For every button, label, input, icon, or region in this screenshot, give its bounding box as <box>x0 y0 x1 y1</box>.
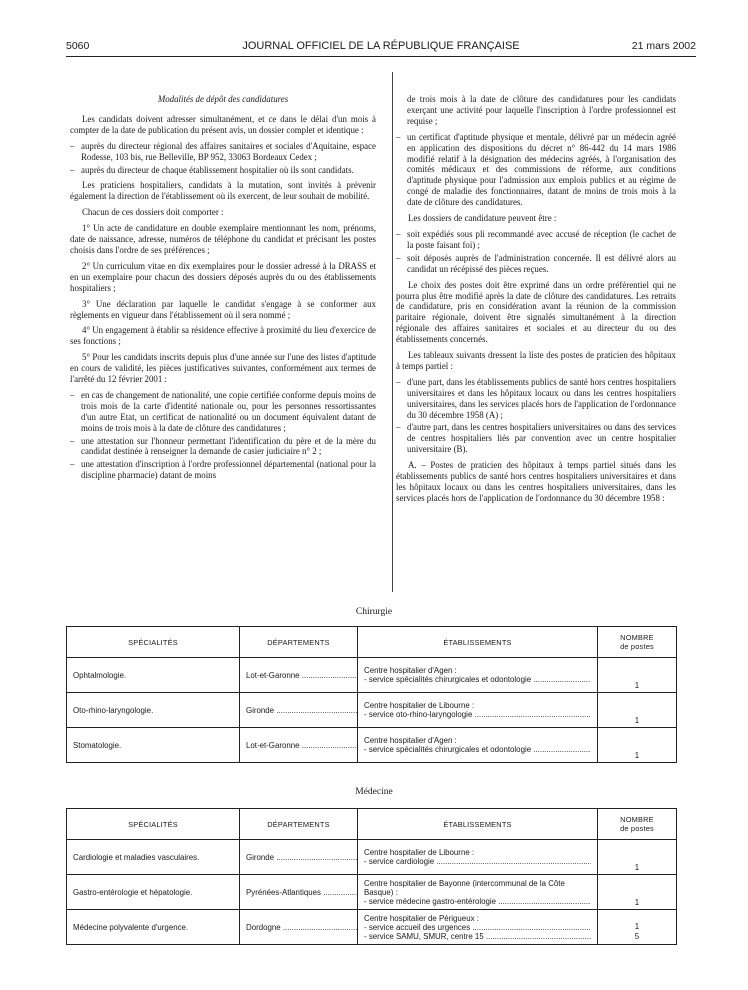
specialite-cell: Gastro-entérologie et hépatologie. <box>67 875 240 910</box>
etablissement-cell: Centre hospitalier d'Agen : - service spécialités chirurgicales et odontologie ..... <box>358 658 598 693</box>
specialite-cell: Oto-rhino-laryngologie. <box>67 693 240 728</box>
paragraph: Les praticiens hospitaliers, candidats à la mutation, sont invités à prévenir également la direction de l'établissement où ils exercent, de leur souhait de mobilité. <box>70 180 376 202</box>
departement-cell: Gironde ..... <box>240 840 358 875</box>
list-item: – soit expédiés sous pli recommandé avec accusé de réception (le cachet de la poste faisant foi) ; <box>396 229 676 251</box>
column-header: ÉTABLISSEMENTS <box>358 809 598 840</box>
column-header: ÉTABLISSEMENTS <box>358 627 598 658</box>
column-header: DÉPARTEMENTS <box>240 627 358 658</box>
chirurgie-table <box>66 626 677 763</box>
nombre-cell: 1 <box>598 658 677 693</box>
header-rule <box>66 56 696 57</box>
paragraph: de trois mois à la date de clôture des candidatures pour les candidats exerçant une activité pour laquelle l'inscription à l'ordre professionnel est requise ; <box>407 94 676 126</box>
column-header: NOMBRE de postes <box>598 809 677 840</box>
list-item: – auprès du directeur de chaque établissement hospitalier où ils sont candidats. <box>70 165 376 176</box>
etablissement-cell: Centre hospitalier d'Agen : - service spécialités chirurgicales et odontologie ..... <box>358 728 598 763</box>
table-row <box>67 875 677 910</box>
medecine-table <box>66 808 677 945</box>
list-item: – une attestation d'inscription à l'ordre professionnel départemental (national pour la discipline pharmacie) datant de moins <box>70 459 376 481</box>
nombre-cell: 1 <box>598 875 677 910</box>
paragraph: A. – Postes de praticien des hôpitaux à temps partiel situés dans les établissements publics de santé hors centres hospitaliers universitaires et dans les hôpitaux locaux ou dans les centres hospitaliers universitaires, dans les services placés hors de l'application de l'ordonnance du 30 décembre 1958 : <box>396 460 676 503</box>
table-heading-chirurgie: Chirurgie <box>355 607 393 617</box>
column-header: SPÉCIALITÉS <box>67 809 240 840</box>
paragraph: 4° Un engagement à établir sa résidence effective à proximité du lieu d'exercice de ses fonctions ; <box>70 325 376 347</box>
etablissement-cell: Centre hospitalier de Périgueux : - service accueil des urgences ..... - service SAMU, SMUR, centre 15 ..... <box>358 910 598 945</box>
page-header <box>66 40 696 56</box>
addressee-list <box>70 141 376 176</box>
specialite-cell: Médecine polyvalente d'urgence. <box>67 910 240 945</box>
paragraph: 1° Un acte de candidature en double exemplaire mentionnant les nom, prénoms, date de naissance, adresse, numéros de téléphone du candidat et précisant les postes choisis dans l'ordre de ses préférences ; <box>70 223 376 255</box>
table-row <box>67 840 677 875</box>
table-header-row <box>67 627 677 658</box>
list-item: – un certificat d'aptitude physique et mentale, délivré par un médecin agréé en application des dispositions du décret n° 86-442 du 14 mars 1986 modifié relatif à la désignation des médecins agréés, à l'organisation des comités médicaux et des commissions de réforme, aux conditions d'aptitude physique pour l'admission aux emplois publics et au régime de congé de maladie des fonctionnaires, datant de moins de trois mois à la date de clôture des candidatures. <box>396 132 676 208</box>
specialite-cell: Stomatologie. <box>67 728 240 763</box>
table-header-row <box>67 809 677 840</box>
submission-list <box>396 229 676 275</box>
paragraph: 3° Une déclaration par laquelle le candidat s'engage à se conformer aux règlements en vigueur dans l'établissement où il sera nommé ; <box>70 298 376 320</box>
right-column <box>396 94 676 509</box>
documents-list <box>70 390 376 481</box>
table-row <box>67 728 677 763</box>
column-divider <box>392 72 393 592</box>
paragraph: Le choix des postes doit être exprimé dans un ordre préférentiel qui ne pourra plus être modifié après la date de clôture des candidatures. Les retraits de candidature, pris en considération avant la réunion de la commission paritaire régionale, doivent être signalés simultanément à la direction régionale des affaires sanitaires et sociales et au directeur du ou des établissements concernés. <box>396 279 676 345</box>
paragraph: Les tableaux suivants dressent la liste des postes de praticien des hôpitaux à temps partiel : <box>396 350 676 371</box>
paragraph: Les dossiers de candidature peuvent être : <box>408 213 557 224</box>
left-column <box>70 90 376 486</box>
nombre-cell: 1 5 <box>598 910 677 945</box>
paragraph: Les candidats doivent adresser simultanément, et ce dans le délai d'un mois à compter de la date de publication du présent avis, un dossier complet et identique : <box>70 113 376 135</box>
nombre-cell: 1 <box>598 693 677 728</box>
journal-title: JOURNAL OFFICIEL DE LA RÉPUBLIQUE FRANÇAISE <box>242 40 520 52</box>
issue-date: 21 mars 2002 <box>631 40 696 52</box>
table-row <box>67 658 677 693</box>
list-item: – d'autre part, dans les centres hospitaliers universitaires ou dans des services de centres hospitaliers liés par convention avec un centre hospitalier universitaire (B). <box>396 422 676 455</box>
posts-list <box>396 377 676 455</box>
specialite-cell: Ophtalmologie. <box>67 658 240 693</box>
table-row <box>67 693 677 728</box>
list-item: – une attestation sur l'honneur permettant l'identification du père et de la mère du candidat destinée à renseigner la demande de casier judiciaire n° 2 ; <box>70 436 376 458</box>
etablissement-cell: Centre hospitalier de Libourne : - service oto-rhino-laryngologie ..... <box>358 693 598 728</box>
departement-cell: Dordogne ..... <box>240 910 358 945</box>
list-item: – soit déposés auprès de l'administration concernée. Il est délivré alors au candidat un récépissé des pièces reçues. <box>396 253 676 275</box>
departement-cell: Gironde ..... <box>240 693 358 728</box>
departement-cell: Pyrénées-Atlantiques ..... <box>240 875 358 910</box>
departement-cell: Lot-et-Garonne ..... <box>240 658 358 693</box>
list-item: – auprès du directeur régional des affaires sanitaires et sociales d'Aquitaine, espace Rodesse, 103 bis, rue Belleville, BP 952, 33063 Bordeaux Cedex ; <box>70 141 376 163</box>
paragraph: 2° Un curriculum vitae en dix exemplaires pour le dossier adressé à la DRASS et en un exemplaire pour chacun des dossiers déposés auprès du ou des établissements hospitaliers ; <box>70 260 376 293</box>
page-number: 5060 <box>66 40 90 52</box>
list-item: – en cas de changement de nationalité, une copie certifiée conforme depuis moins de trois mois de la carte d'identité nationale ou, pour les personnes ressortissantes d'un autre Etat, un certificat de nationalité ou un document équivalent datant de moins de trois mois à la date de clôture des candidatures ; <box>70 390 376 434</box>
certificate-list <box>396 132 676 208</box>
table-heading-medecine: Médecine <box>355 787 393 797</box>
specialite-cell: Cardiologie et maladies vasculaires. <box>67 840 240 875</box>
nombre-cell: 1 <box>598 728 677 763</box>
column-header: DÉPARTEMENTS <box>240 809 358 840</box>
etablissement-cell: Centre hospitalier de Bayonne (intercommunal de la Côte Basque) : - service médecine gastro-entérologie ..... <box>358 875 598 910</box>
paragraph: 5° Pour les candidats inscrits depuis plus d'une année sur l'une des listes d'aptitude en cours de validité, les pièces justificatives suivantes, conformément aux termes de l'arrêté du 12 février 2001 : <box>70 352 376 385</box>
column-header: NOMBRE de postes <box>598 627 677 658</box>
table-row <box>67 910 677 945</box>
column-header: SPÉCIALITÉS <box>67 627 240 658</box>
paragraph: Chacun de ces dossiers doit comporter : <box>82 207 224 218</box>
departement-cell: Lot-et-Garonne ..... <box>240 728 358 763</box>
etablissement-cell: Centre hospitalier de Libourne : - service cardiologie ..... <box>358 840 598 875</box>
section-title: Modalités de dépôt des candidatures <box>157 94 289 104</box>
list-item: – d'une part, dans les établissements publics de santé hors centres hospitaliers universitaires et dans les hôpitaux locaux ou dans les centres hospitaliers universitaires, dans les services placés hors de l'application de l'ordonnance du 30 décembre 1958 (A) ; <box>396 377 676 421</box>
nombre-cell: 1 <box>598 840 677 875</box>
